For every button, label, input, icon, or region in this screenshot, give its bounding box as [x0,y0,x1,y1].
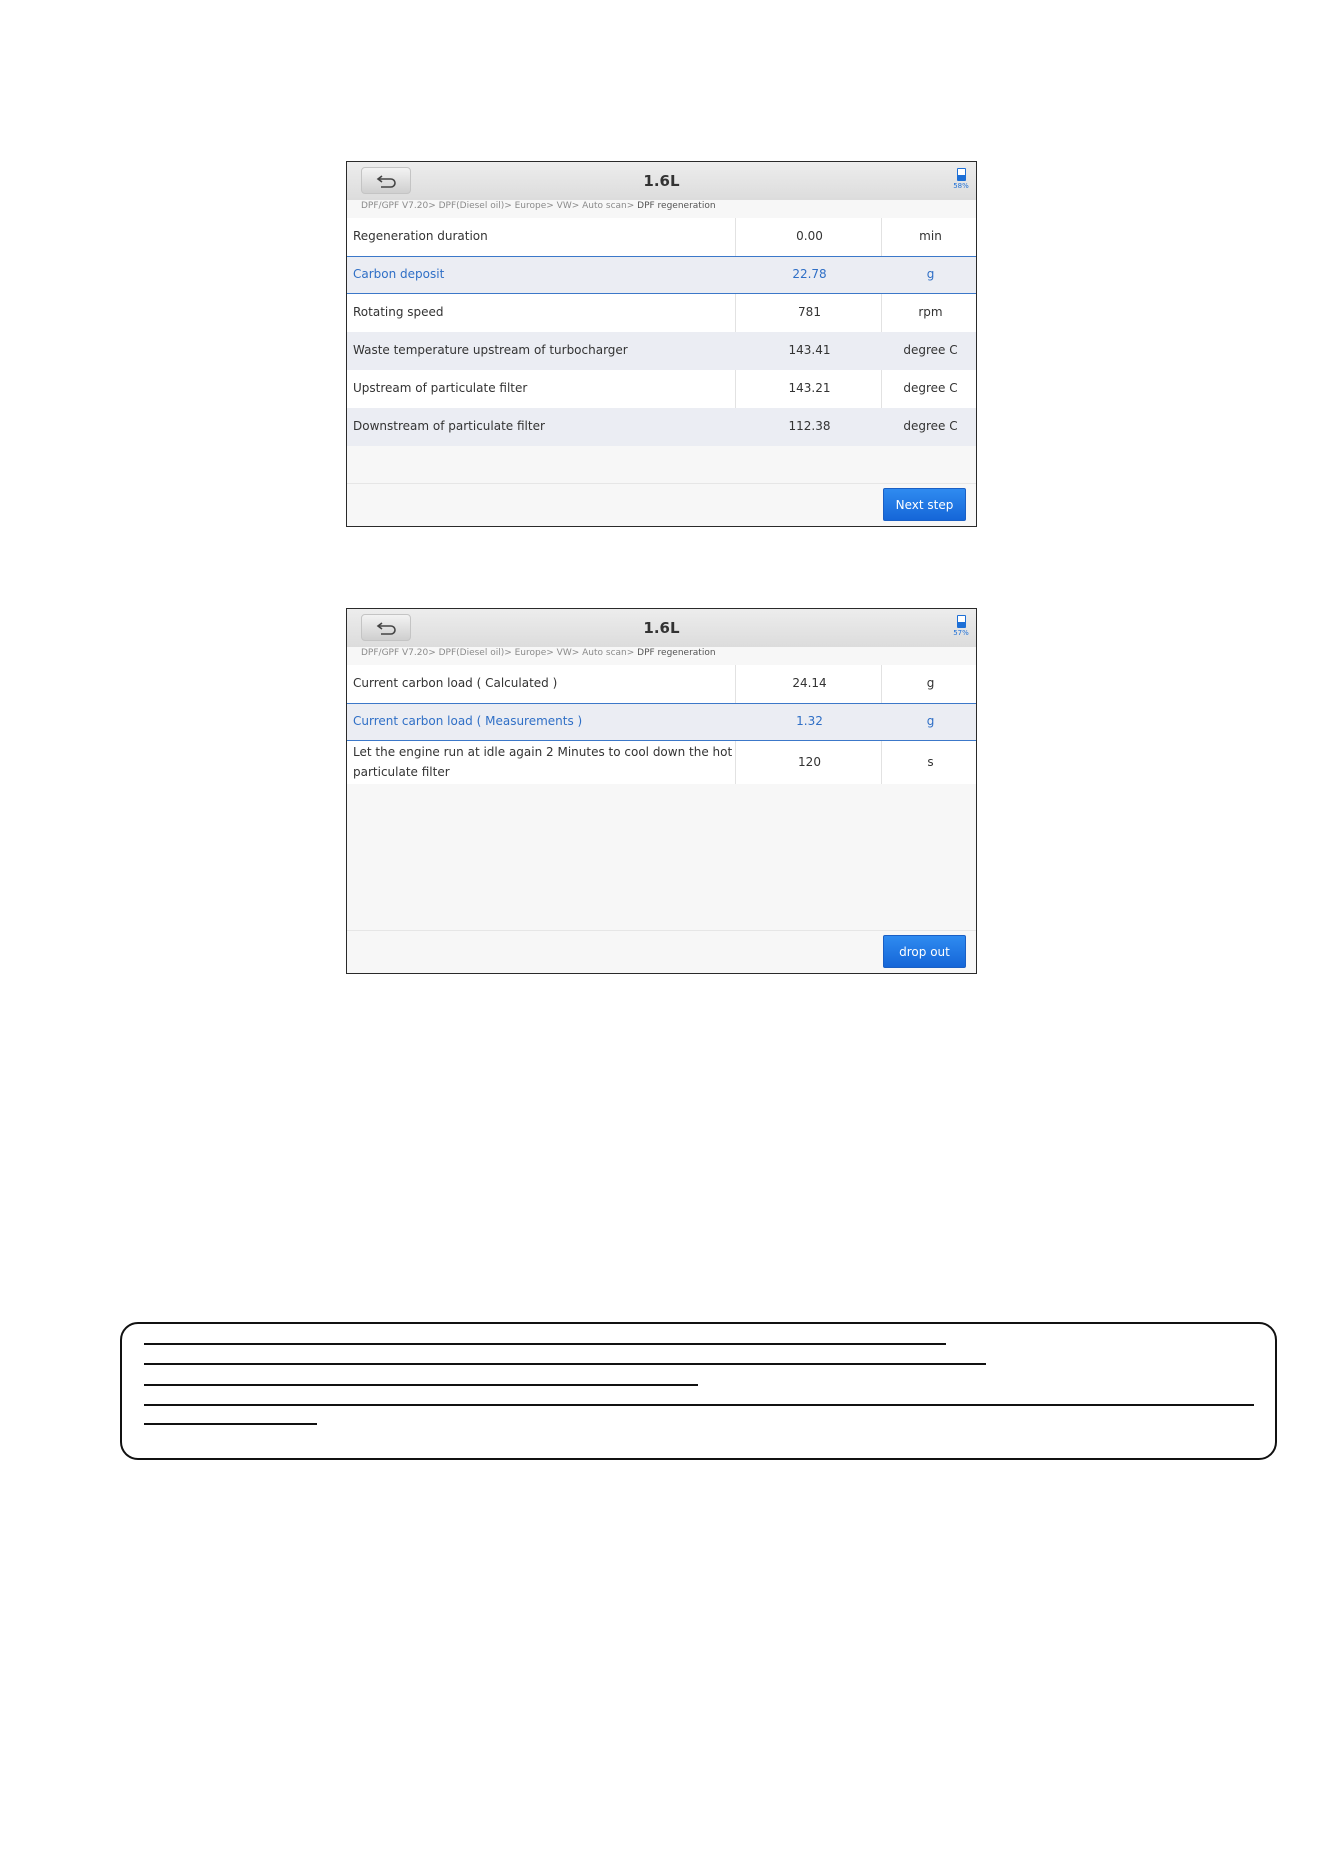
breadcrumb [361,648,716,659]
breadcrumb-path: DPF/GPF V7.20> DPF(Diesel oil)> Europe> VW> Auto scan> [361,648,635,658]
row-value: 143.21 [788,381,831,395]
row-unit: g [926,714,935,728]
text-line [144,1404,1254,1406]
row-name: Carbon deposit [353,267,445,281]
row-unit: degree C [903,381,958,395]
table-row[interactable] [347,294,976,332]
footer-divider [347,483,976,484]
row-name: Rotating speed [353,305,444,319]
data-table [347,665,976,784]
data-table [347,218,976,446]
row-value: 143.41 [788,343,831,357]
note-box [120,1322,1277,1460]
breadcrumb-current: DPF regeneration [634,201,716,211]
row-name: Downstream of particulate filter [353,419,545,433]
row-unit: g [926,267,935,281]
text-line [144,1343,946,1345]
page-title: 1.6L [643,172,680,190]
row-name: Regeneration duration [353,229,488,243]
table-row-selected[interactable] [347,703,976,741]
top-bar [347,609,976,647]
text-line [144,1363,986,1365]
row-unit: degree C [903,419,958,433]
table-row[interactable] [347,370,976,408]
battery-level: 57% [953,629,969,637]
next-step-button[interactable]: Next step [883,488,966,521]
drop-out-button[interactable]: drop out [883,935,966,968]
battery-icon [952,615,970,643]
battery-icon [952,168,970,196]
table-row[interactable] [347,665,976,703]
row-unit: rpm [918,305,943,319]
table-row[interactable] [347,332,976,370]
battery-level: 58% [953,182,969,190]
row-value: 112.38 [788,419,831,433]
row-unit: s [927,755,934,769]
table-row[interactable] [347,408,976,446]
row-name: Let the engine run at idle again 2 Minutes to cool down the hot [353,745,733,759]
row-value: 22.78 [792,267,827,281]
row-value: 1.32 [796,714,823,728]
row-unit: degree C [903,343,958,357]
top-bar [347,162,976,200]
text-line [144,1384,698,1386]
breadcrumb-current: DPF regeneration [634,648,716,658]
table-row[interactable] [347,218,976,256]
row-unit: min [919,229,942,243]
row-name-continued: particulate filter [353,765,450,779]
text-line [144,1423,317,1425]
breadcrumb [361,201,716,212]
table-row-selected[interactable] [347,256,976,294]
screen-2 [346,608,977,974]
row-name: Upstream of particulate filter [353,381,528,395]
page-title: 1.6L [643,619,680,637]
row-name: Current carbon load ( Measurements ) [353,714,583,728]
row-name: Waste temperature upstream of turbocharger [353,343,628,357]
row-value: 0.00 [796,229,823,243]
row-value: 781 [798,305,821,319]
table-row[interactable] [347,741,976,784]
row-value: 24.14 [792,676,827,690]
footer-divider [347,930,976,931]
row-value: 120 [798,755,821,769]
row-name: Current carbon load ( Calculated ) [353,676,558,690]
screen-1 [346,161,977,527]
row-unit: g [926,676,935,690]
breadcrumb-path: DPF/GPF V7.20> DPF(Diesel oil)> Europe> VW> Auto scan> [361,201,635,211]
